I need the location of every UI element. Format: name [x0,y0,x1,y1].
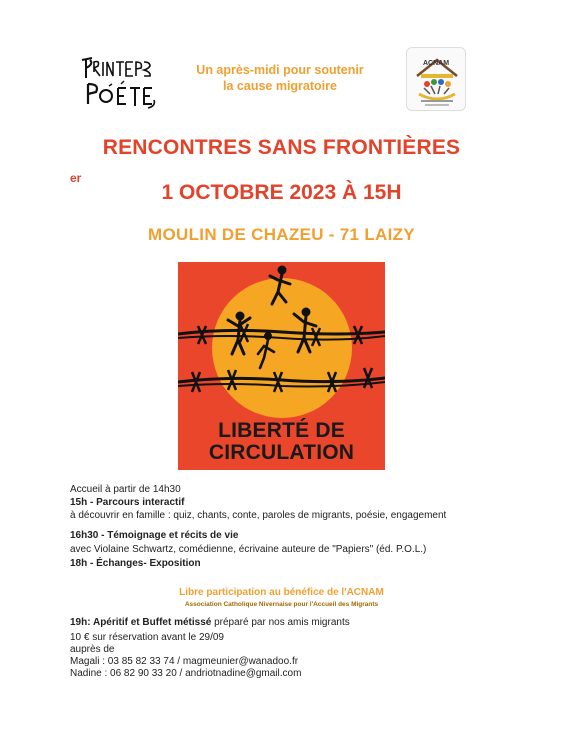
welcome-time: Accueil à partir de 14h30 [70,484,181,495]
reservation-note: 10 € sur réservation avant le 29/09 [70,632,224,643]
printemps-des-poetes-logo [78,50,158,110]
association-name: Association Catholique Nivernaise pour l'Accueil des Migrants [184,601,379,608]
contact-nadine: Nadine : 06 82 90 33 20 / andriotnadine@gmail.com [70,668,302,679]
tagline [190,62,370,94]
program-item-2 [70,530,238,542]
program-item-2-title: - Témoignage et récits de vie [98,530,239,541]
date-superscript: er [70,171,82,185]
tagline-line2: la cause migratoire [223,79,337,93]
program-item-3-time: 18h [70,558,88,569]
poster-caption-line1: LIBERTÉ DE [218,419,345,442]
aperitif-desc: préparé par nos amis migrants [211,617,350,628]
acnam-logo [406,47,466,111]
event-title: RENCONTRES SANS FRONTIÈRES [102,136,461,159]
contact-intro: auprès de [70,644,115,655]
contact-magali: Magali : 03 85 82 33 74 / magmeunier@wanadoo.fr [70,656,299,667]
program-item-1 [70,497,185,509]
aperitif-line [70,617,350,629]
acnam-logo-label: ACNAM [423,60,450,67]
program-item-1-desc: à découvrir en famille : quiz, chants, conte, paroles de migrants, poésie, engagement [70,510,447,521]
event-place: MOULIN DE CHAZEU - 71 LAIZY [148,225,415,244]
poster-caption [178,420,385,464]
program-item-3-title: - Échanges- Exposition [87,558,201,569]
program-item-2-time: 16h30 [70,530,99,541]
poster-illustration [178,262,385,470]
aperitif-title: 19h: Apéritif et Buffet métissé [70,617,212,628]
program-item-2-desc: avec Violaine Schwartz, comédienne, écrivaine auteure de "Papiers" (éd. P.O.L.) [70,544,427,555]
event-date: 1 OCTOBRE 2023 À 15H [161,181,402,204]
benefit-note: Libre participation au bénéfice de l'ACNAM [179,587,384,598]
program-item-1-title: - Parcours interactif [87,497,185,508]
tagline-line1: Un après-midi pour soutenir [196,63,364,77]
poster-caption-line2: CIRCULATION [208,441,355,464]
program-item-3 [70,558,201,570]
program-item-1-time: 15h [70,497,88,508]
